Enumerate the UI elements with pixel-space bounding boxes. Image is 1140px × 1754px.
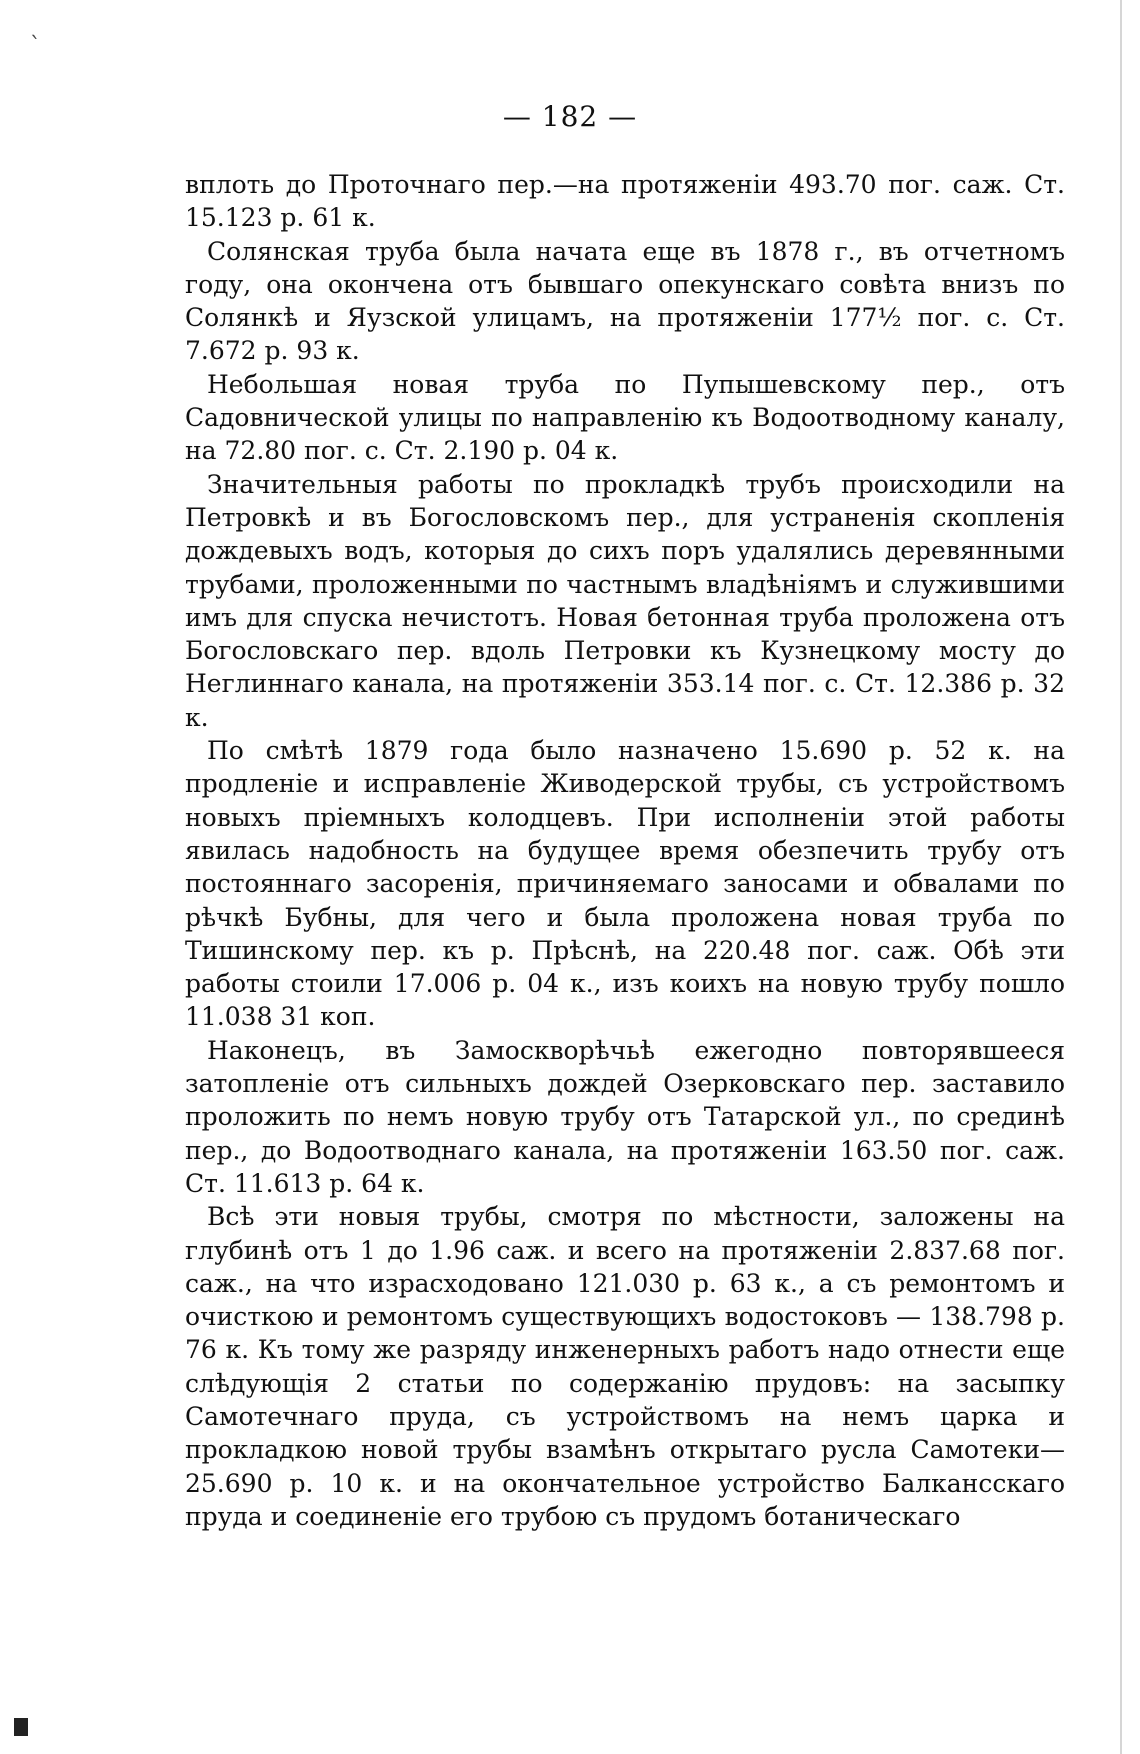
paragraph-2: Солянская труба была начата еще въ 1878 г., въ отчетномъ году, она окончена отъ бывшаго опекунскаго совѣта внизъ по Солянкѣ и Яузской улицамъ, на протяженіи 177½ пог. с. Ст. 7.672 р. 93 к. (185, 236, 1065, 366)
paragraph-5: По смѣтѣ 1879 года было назначено 15.690 р. 52 к. на продленіе и исправленіе Живодерской трубы, съ устройствомъ новыхъ пріемныхъ колодцевъ. При исполненіи этой работы явилась надобность на будущее время обезпечить трубу отъ постояннаго засоренія, причиняемаго заносами и обвалами по рѣчкѣ Бубны, для чего и была проложена новая труба по Тишинскому пер. къ р. Прѣснѣ, на 220.48 пог. саж. Обѣ эти работы стоили 17.006 р. 04 к., изъ коихъ на новую трубу пошло 11.038 31 коп. (185, 736, 1065, 1032)
paragraph-7: Всѣ эти новыя трубы, смотря по мѣстности, заложены на глубинѣ отъ 1 до 1.96 саж. и всего на протяженіи 2.837.68 пог. саж., на что израсходовано 121.030 р. 63 к., а съ ремонтомъ и очисткою и ремонтомъ существующихъ водостоковъ — 138.798 р. 76 к. Къ тому же разряду инженерныхъ работъ надо отнести еще слѣдующія 2 статьи по содержанію прудовъ: на засыпку Самотечнаго пруда, съ устройствомъ на немъ царка и прокладкою новой трубы взамѣнъ открытаго русла Самотеки—25.690 р. 10 к. и на окончательное устройство Балкансскаго пруда и соединеніе его трубою съ прудомъ ботаническаго (185, 1202, 1065, 1531)
paragraph-3: Небольшая новая труба по Пупышевскому пер., отъ Садовнической улицы по направленію къ Водоотводному каналу, на 72.80 пог. с. Ст. 2.190 р. 04 к. (185, 369, 1065, 466)
page-body (185, 168, 1065, 1533)
paragraph-4: Значительныя работы по прокладкѣ трубъ происходили на Петровкѣ и въ Богословскомъ пер., для устраненія скопленія дождевыхъ водъ, которыя до сихъ поръ удалялись деревянными трубами, проложенными по частнымъ владѣніямъ и служившими имъ для спуска нечистотъ. Новая бетонная труба проложена отъ Богословскаго пер. вдоль Петровки къ Кузнецкому мосту до Неглиннаго канала, на протяженіи 353.14 пог. с. Ст. 12.386 р. 32 к. (185, 469, 1065, 732)
corner-mark: ` (30, 34, 41, 59)
paragraph-6: Наконецъ, въ Замоскворѣчьѣ ежегодно повторявшееся затопленіе отъ сильныхъ дождей Озерковскаго пер. заставило проложить по немъ новую трубу отъ Татарской ул., по срединѣ пер., до Водоотводнаго канала, на протяженіи 163.50 пог. саж. Ст. 11.613 р. 64 к. (185, 1035, 1065, 1198)
page-edge-line (1120, 0, 1122, 1754)
page-number: — 182 — (502, 100, 638, 133)
paragraph-1: вплоть до Проточнаго пер.—на протяженіи 493.70 пог. саж. Ст. 15.123 р. 61 к. (185, 170, 1065, 233)
scan-mark (14, 1718, 28, 1736)
